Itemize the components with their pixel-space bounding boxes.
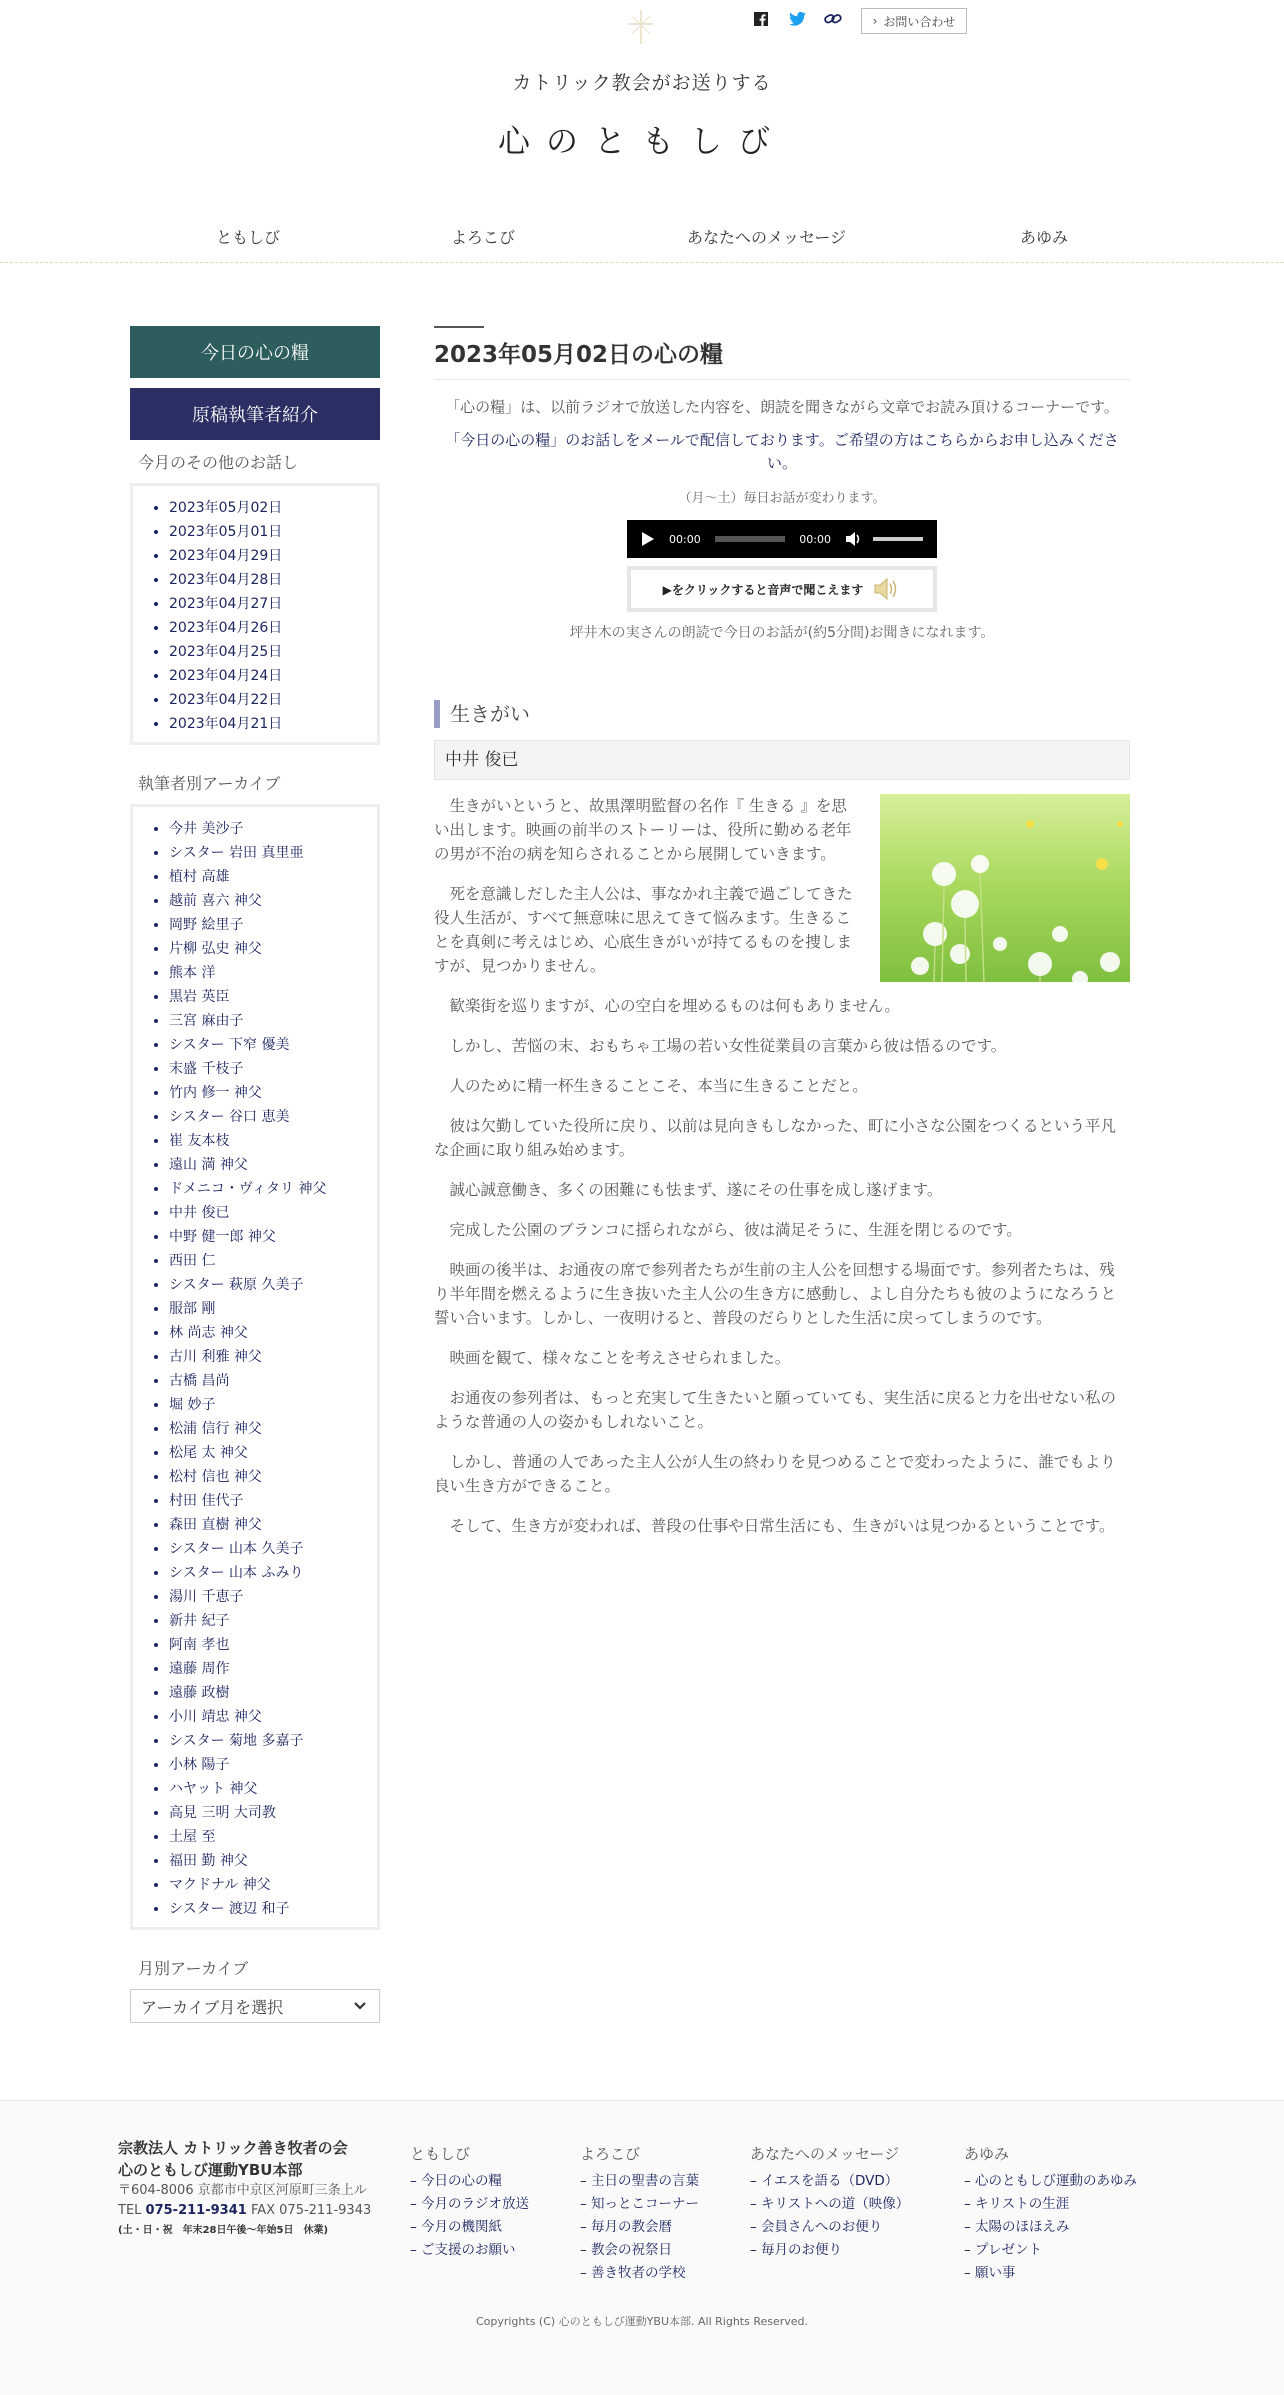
nav-item-tomoshibi[interactable]: ともしび <box>216 228 281 247</box>
author-link[interactable]: • ハヤット 神父 <box>169 1777 377 1801</box>
nav-item-yorokobi[interactable]: よろこび <box>451 228 516 247</box>
author-link[interactable]: • 村田 佳代子 <box>169 1489 377 1513</box>
footer-link[interactable]: – 毎月の教会暦 <box>580 2219 673 2235</box>
footer-link[interactable]: – 毎月のお便り <box>750 2242 843 2258</box>
today-kokoro-button[interactable]: 今日の心の糧 <box>130 326 380 378</box>
nav-item-message[interactable]: あなたへのメッセージ <box>687 228 847 247</box>
section-title: 生きがい <box>434 700 1130 728</box>
paragraph: お通夜の参列者は、もっと充実して生きたいと願っていても、実生活に戻ると力を出せない私のような普通の人の姿かもしれないこと。 <box>434 1389 1117 1431</box>
author-link[interactable]: • 林 尚志 神父 <box>169 1321 377 1345</box>
footer-link[interactable]: – 今月の機関紙 <box>410 2219 503 2235</box>
footer-link[interactable]: – 今日の心の糧 <box>410 2173 503 2189</box>
date-link[interactable]: • 2023年04月26日 <box>169 616 377 640</box>
footer-link[interactable]: – キリストの生涯 <box>964 2196 1070 2212</box>
author-link[interactable]: • 遠藤 政樹 <box>169 1681 377 1705</box>
audio-player <box>627 520 937 558</box>
footer-link[interactable]: – イエスを語る（DVD） <box>750 2173 899 2189</box>
reader-note: 坪井木の実さんの朗読で今日のお話が(約5分間)お聞きになれます。 <box>569 625 995 641</box>
author-list <box>133 817 377 1921</box>
sns-links <box>752 10 860 28</box>
volume-icon[interactable] <box>845 531 863 547</box>
date-list-box <box>130 483 380 745</box>
author-link[interactable]: • 遠藤 周作 <box>169 1657 377 1681</box>
chevron-right-icon: › <box>872 14 878 28</box>
copyright: Copyrights (C) 心のともしび運動YBU本部. All Rights Reserved. <box>475 2315 809 2328</box>
author-link[interactable]: • 片柳 弘史 神父 <box>169 937 377 961</box>
footer-link[interactable]: – 心のともしび運動のあゆみ <box>964 2173 1138 2189</box>
business-hours: (土・日・祝 年末28日午後～年始5日 休業) <box>118 2225 329 2236</box>
footer-col-heading: よろこび <box>580 2145 641 2163</box>
org-subname: 心のともしび運動YBU本部 <box>118 2161 303 2179</box>
author-link[interactable]: • 西田 仁 <box>169 1249 377 1273</box>
footer-link[interactable]: – 知っとこコーナー <box>580 2196 700 2212</box>
progress-bar[interactable] <box>715 536 786 542</box>
monthly-archive-select[interactable] <box>130 1989 380 2023</box>
author-link[interactable]: • 中井 俊已 <box>169 1201 377 1225</box>
paragraph: 映画を観て、様々なことを考えさせられました。 <box>449 1349 791 1367</box>
footer-col-message <box>750 2143 909 2262</box>
footer-link[interactable]: – プレゼント <box>964 2242 1043 2258</box>
author-link[interactable]: • 堀 妙子 <box>169 1393 377 1417</box>
author-link[interactable]: • 末盛 千枝子 <box>169 1057 377 1081</box>
footer-link[interactable]: – 今月のラジオ放送 <box>410 2196 530 2212</box>
org-phone <box>118 2201 371 2221</box>
author-link[interactable]: • 中野 健一郎 神父 <box>169 1225 377 1249</box>
author-archive-heading: 執筆者別アーカイブ <box>138 774 281 793</box>
author-list-box <box>130 804 380 1930</box>
site-subtitle: カトリック教会がお送りする <box>512 72 772 94</box>
intro-text: 「心の糧」は、以前ラジオで放送した内容を、朗読を聞きながら文章でお読み頂けるコーナーです。 <box>445 398 1119 416</box>
footer-col-heading: あなたへのメッセージ <box>750 2145 900 2163</box>
contact-button[interactable] <box>861 8 967 34</box>
author-link[interactable]: • シスター 萩原 久美子 <box>169 1273 377 1297</box>
date-link[interactable]: • 2023年04月24日 <box>169 664 377 688</box>
paragraph: しかし、苦悩の末、おもちゃ工場の若い女性従業員の言葉から彼は悟るのです。 <box>449 1037 1007 1055</box>
author-link[interactable]: • マクドナル 神父 <box>169 1873 377 1897</box>
link-icon[interactable] <box>824 10 842 28</box>
footer-link[interactable]: – 会員さんへのお便り <box>750 2219 883 2235</box>
paragraph: 生きがいというと、故黒澤明監督の名作『 生きる 』を思い出します。映画の前半のストーリーは、役所に勤める老年の男が不治の病を知らされることから展開していきます。 <box>434 797 852 863</box>
footer-col-heading: あゆみ <box>964 2145 1010 2163</box>
footer-link[interactable]: – 善き牧者の学校 <box>580 2265 686 2281</box>
authors-intro-button[interactable]: 原稿執筆者紹介 <box>130 388 380 440</box>
footer-link[interactable]: – キリストへの道（映像） <box>750 2196 910 2212</box>
paragraph: 死を意識しだした主人公は、事なかれ主義で過ごしてきた役人生活が、すべて無意味に思えてきて悩みます。生きることを真剣に考えはじめ、心底生きがいが持てるものを捜しますが、見つかりません。 <box>434 885 853 975</box>
author-link[interactable]: • 小林 陽子 <box>169 1753 377 1777</box>
author-link[interactable]: • 小川 靖忠 神父 <box>169 1705 377 1729</box>
footer-col-yorokobi <box>580 2143 699 2285</box>
author-link[interactable]: • 熊本 洋 <box>169 961 377 985</box>
date-link[interactable]: • 2023年04月22日 <box>169 688 377 712</box>
paragraph: 完成した公園のブランコに揺られながら、彼は満足そうに、生涯を閉じるのです。 <box>449 1221 1022 1239</box>
listen-audio-button[interactable] <box>627 566 937 612</box>
author-link[interactable]: • 森田 直樹 神父 <box>169 1513 377 1537</box>
author-link[interactable]: • 古川 利雅 神父 <box>169 1345 377 1369</box>
author-link[interactable]: • シスター 山本 ふみり <box>169 1561 377 1585</box>
paragraph: そして、生き方が変われば、普段の仕事や日常生活にも、生きがいは見つかるということです。 <box>449 1517 1115 1535</box>
author-link[interactable]: • 黒岩 英臣 <box>169 985 377 1009</box>
author-link[interactable]: • 松尾 太 神父 <box>169 1441 377 1465</box>
speaker-icon <box>873 577 901 601</box>
paragraph: しかし、普通の人であった主人公が人生の終わりを見つめることで変わったように、誰でもより良い生き方ができること。 <box>434 1453 1116 1495</box>
tel-label: TEL <box>118 2203 142 2218</box>
paragraph: 誠心誠意働き、多くの困難にも怯まず、遂にその仕事を成し遂げます。 <box>449 1181 943 1199</box>
author-link[interactable]: • 土屋 至 <box>169 1825 377 1849</box>
org-name: 宗教法人 カトリック善き牧者の会 <box>118 2139 348 2157</box>
paragraph: 映画の後半は、お通夜の席で参列者たちが生前の主人公を回想する場面です。参列者たちは、残り半年間を燃えるように生き抜いた主人公の生き方に感動し、よし自分たちも彼のようになろうと誓い合います。しかし、一夜明けると、普段のだらりとした生活に戻ってしまうのです。 <box>434 1261 1117 1327</box>
page-title: 2023年05月02日の心の糧 <box>434 336 1130 380</box>
date-link[interactable]: • 2023年05月02日 <box>169 496 377 520</box>
nav-item-ayumi[interactable]: あゆみ <box>1020 228 1069 247</box>
author-link[interactable]: • シスター 菊地 多嘉子 <box>169 1729 377 1753</box>
author-link[interactable]: • 松村 信也 神父 <box>169 1465 377 1489</box>
author-link[interactable]: • 高見 三明 大司教 <box>169 1801 377 1825</box>
monthly-select-value: アーカイブ月を選択 <box>141 1997 284 2017</box>
author-link[interactable]: • ドメニコ・ヴィタリ 神父 <box>169 1177 377 1201</box>
author-link[interactable]: • 岡野 絵里子 <box>169 913 377 937</box>
author-link[interactable]: • 福田 勤 神父 <box>169 1849 377 1873</box>
author-link[interactable]: • 植村 高雄 <box>169 865 377 889</box>
contact-label: お問い合わせ <box>883 14 956 29</box>
author-link[interactable]: • 越前 喜六 神父 <box>169 889 377 913</box>
play-icon[interactable] <box>641 531 655 547</box>
main-content <box>434 326 1130 1554</box>
author-link[interactable]: • 湯川 千恵子 <box>169 1585 377 1609</box>
author-link[interactable]: • シスター 谷口 恵美 <box>169 1105 377 1129</box>
date-link[interactable]: • 2023年04月25日 <box>169 640 377 664</box>
other-stories-heading: 今月のその他のお話し <box>138 453 299 472</box>
nav-divider <box>0 262 1284 263</box>
mail-subscribe-link[interactable]: 「今日の心の糧」のお話しをメールで配信しております。ご希望の方はこちらからお申し込みください。 <box>445 431 1119 472</box>
author-link[interactable]: • 古橋 昌尚 <box>169 1369 377 1393</box>
date-link[interactable]: • 2023年04月21日 <box>169 712 377 736</box>
author-link[interactable]: • シスター 山本 久美子 <box>169 1537 377 1561</box>
author-link[interactable]: • 崔 友本枝 <box>169 1129 377 1153</box>
date-list <box>133 496 377 736</box>
author-link[interactable]: • 三宮 麻由子 <box>169 1009 377 1033</box>
global-nav <box>0 225 1284 255</box>
footer-col-ayumi <box>964 2143 1137 2285</box>
date-link[interactable]: • 2023年04月27日 <box>169 592 377 616</box>
site-header <box>0 0 1284 265</box>
duration: 00:00 <box>799 532 831 546</box>
author-link[interactable]: • 新井 紀子 <box>169 1609 377 1633</box>
title-accent-bar <box>434 326 484 328</box>
sidebar <box>130 326 380 2023</box>
site-title[interactable]: 心のともしび <box>497 122 786 160</box>
fax-number: FAX 075-211-9343 <box>250 2203 372 2218</box>
footer-link[interactable]: – ご支援のお願い <box>410 2242 516 2258</box>
article-body <box>434 794 1130 1538</box>
author-link[interactable]: • シスター 下窄 優美 <box>169 1033 377 1057</box>
author-link[interactable]: • 服部 剛 <box>169 1297 377 1321</box>
author-link[interactable]: • 竹内 修一 神父 <box>169 1081 377 1105</box>
footer-link[interactable]: – 願い事 <box>964 2265 1016 2281</box>
author-link[interactable]: • シスター 岩田 真里亜 <box>169 841 377 865</box>
volume-slider[interactable] <box>873 537 923 541</box>
footer-org-info <box>118 2137 371 2241</box>
chevron-down-icon <box>353 2001 367 2011</box>
date-link[interactable]: • 2023年05月01日 <box>169 520 377 544</box>
twitter-icon[interactable] <box>788 10 806 28</box>
footer-col-heading: ともしび <box>410 2145 471 2163</box>
date-link[interactable]: • 2023年04月28日 <box>169 568 377 592</box>
site-footer <box>0 2100 1284 2395</box>
listen-label: ▶をクリックすると音声で聞こえます <box>662 582 864 597</box>
dandelion-photo <box>880 794 1130 982</box>
footer-link[interactable]: – 主日の聖書の言葉 <box>580 2173 700 2189</box>
current-time: 00:00 <box>669 532 701 546</box>
author-link[interactable]: • 遠山 満 神父 <box>169 1153 377 1177</box>
paragraph: 人のために精一杯生きることこそ、本当に生きることだと。 <box>449 1077 868 1095</box>
tel-number[interactable]: 075-211-9341 <box>145 2203 247 2218</box>
author-link[interactable]: • 阿南 孝也 <box>169 1633 377 1657</box>
date-link[interactable]: • 2023年04月29日 <box>169 544 377 568</box>
author-link[interactable]: • 松浦 信行 神父 <box>169 1417 377 1441</box>
footer-link[interactable]: – 太陽のほほえみ <box>964 2219 1070 2235</box>
author-link[interactable]: • 今井 美沙子 <box>169 817 377 841</box>
cross-logo-icon <box>626 10 656 44</box>
monthly-archive-heading: 月別アーカイブ <box>138 1959 249 1978</box>
paragraph: 彼は欠勤していた役所に戻り、以前は見向きもしなかった、町に小さな公園をつくるという平凡な企画に取り組み始めます。 <box>434 1117 1117 1159</box>
paragraph: 歓楽街を巡りますが、心の空白を埋めるものは何もありません。 <box>449 997 900 1015</box>
footer-link[interactable]: – 教会の祝祭日 <box>580 2242 673 2258</box>
author-name: 中井 俊已 <box>434 740 1130 780</box>
facebook-icon[interactable] <box>752 10 770 28</box>
daily-note: （月～土）毎日お話が変わります。 <box>678 491 886 506</box>
footer-col-tomoshibi <box>410 2143 529 2262</box>
org-address: 〒604-8006 京都市中京区河原町三条上ル <box>118 2183 367 2198</box>
author-link[interactable]: • シスター 渡辺 和子 <box>169 1897 377 1921</box>
